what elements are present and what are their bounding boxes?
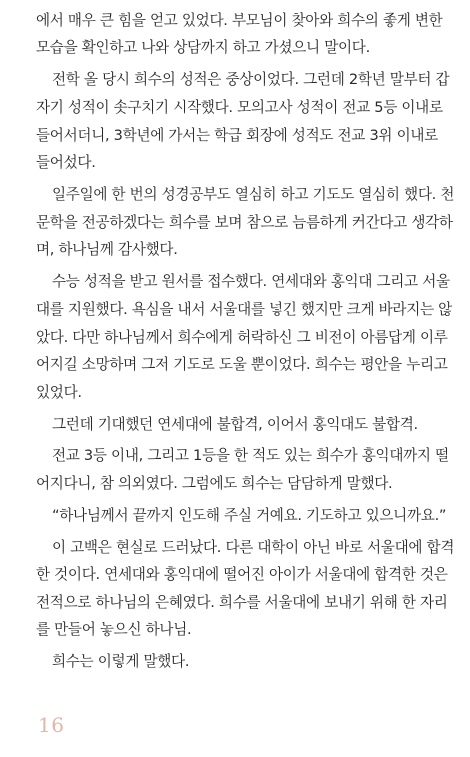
text-line: 어지길 소망하며 그저 기도로 도울 뿐이었다. 희수는 평안을 누리고 [36, 356, 448, 373]
text-line: 희수는 이렇게 말했다. [52, 653, 190, 670]
text-line: 한 것이다. 연세대와 홍익대에 떨어진 아이가 서울대에 합격한 것은 [36, 566, 448, 583]
text-line: 그런데 기대했던 연세대에 불합격, 이어서 홍익대도 불합격. [52, 416, 418, 433]
text-line: 에서 매우 큰 힘을 얻고 있었다. 부모님이 찾아와 희수의 좋게 변한 [36, 12, 443, 29]
text-line: 았다. 다만 하나님께서 희수에게 허락하신 그 비전이 아름답게 이루 [36, 329, 448, 346]
page-number: 16 [38, 713, 65, 737]
text-line: 들어섰다. [36, 154, 96, 171]
text-line: 자기 성적이 솟구치기 시작했다. 모의고사 성적이 전교 5등 이내로 [36, 99, 443, 116]
text-line: “하나님께서 끝까지 인도해 주실 거예요. 기도하고 있으니까요.” [52, 507, 447, 524]
text-line: 며, 하나님께 감사했다. [36, 241, 178, 258]
text-line: 이 고백은 현실로 드러났다. 다른 대학이 아닌 바로 서울대에 합격 [52, 539, 455, 556]
text-line: 어지다니, 참 의외였다. 그럼에도 희수는 담담하게 말했다. [36, 475, 393, 492]
text-line: 대를 지원했다. 욕심을 내서 서울대를 넣긴 했지만 크게 바라지는 않 [36, 301, 452, 318]
text-line: 수능 성적을 받고 원서를 접수했다. 연세대와 홍익대 그리고 서울 [52, 273, 450, 290]
text-line: 들어서더니, 3학년에 가서는 학급 회장에 성적도 전교 3위 이내로 [36, 127, 438, 144]
text-line: 있었다. [36, 384, 82, 401]
text-line: 전학 올 당시 희수의 성적은 중상이었다. 그런데 2학년 말부터 갑 [52, 71, 450, 88]
text-line: 모습을 확인하고 나와 상담까지 하고 가셨으니 말이다. [36, 39, 370, 56]
text-line: 전교 3등 이내, 그리고 1등을 한 적도 있는 희수가 홍익대까지 떨 [52, 447, 449, 464]
text-line: 전적으로 하나님의 은혜였다. 희수를 서울대에 보내기 위해 한 자리 [36, 594, 448, 611]
text-line: 문학을 전공하겠다는 희수를 보며 참으로 늠름하게 커간다고 생각하 [36, 214, 453, 231]
text-line: 일주일에 한 번의 성경공부도 열심히 하고 기도도 열심히 했다. 천 [52, 186, 455, 203]
text-line: 를 만들어 놓으신 하나님. [36, 621, 192, 638]
